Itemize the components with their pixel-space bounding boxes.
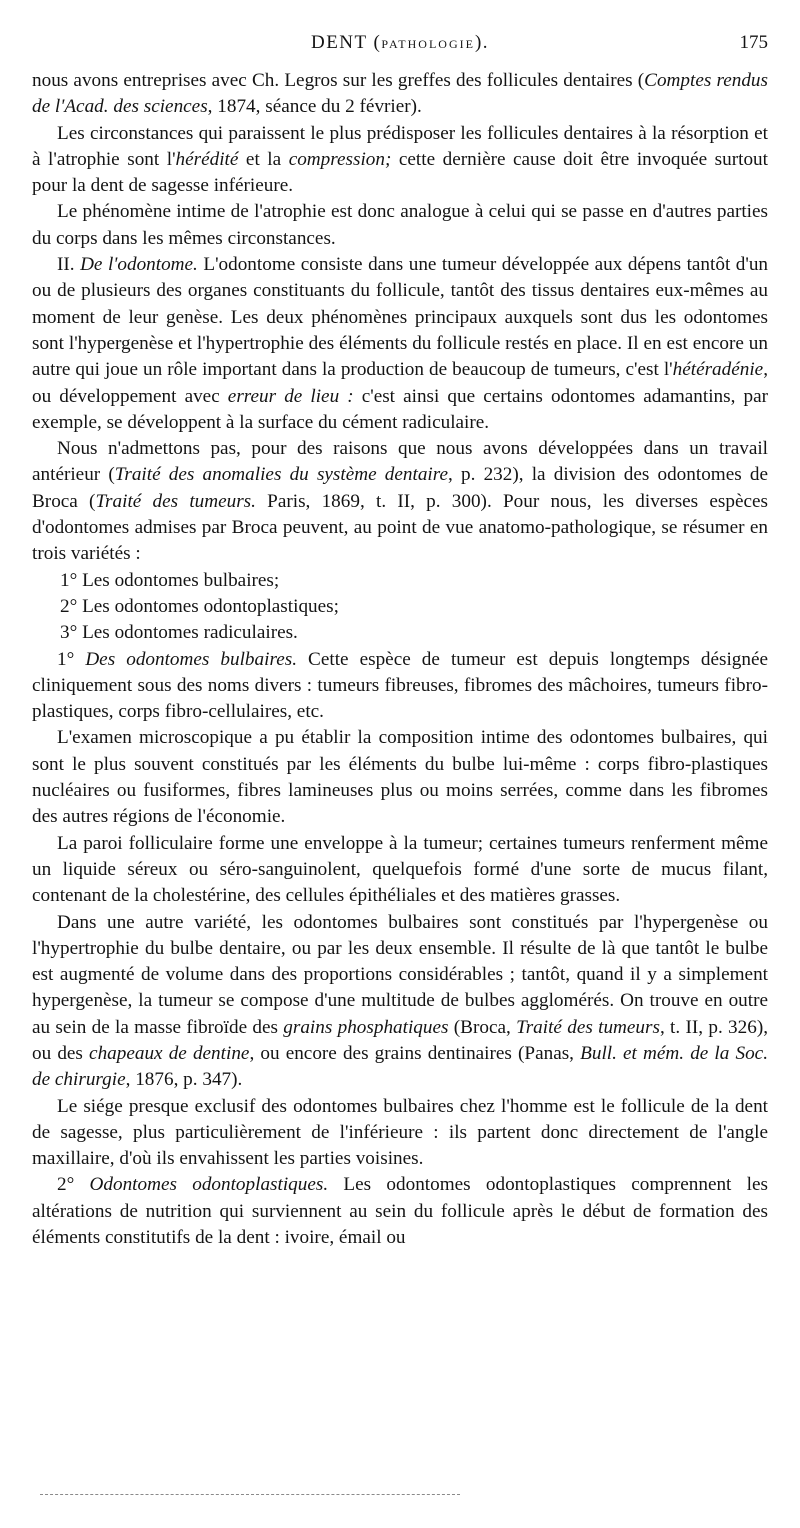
italic-run: compression; <box>288 148 392 170</box>
paragraph <box>32 121 768 200</box>
book-page <box>32 30 768 1251</box>
italic-run: Traité des tumeurs. <box>95 490 256 512</box>
text-run: et la <box>238 148 289 170</box>
body-text <box>32 68 768 1251</box>
text-run: , 1874, séance du 2 février). <box>207 96 422 118</box>
text-run: Paris, 1869, t. II, p. 300). Pour nous, les diverses espèces d'odontomes admises par Broca peuvent, au point de vue anatomo-pathologique, se résumer en trois variétés : <box>32 490 768 565</box>
paragraph <box>32 252 768 436</box>
text-run: II. <box>57 254 81 276</box>
page-number: 175 <box>739 32 768 53</box>
text-run: Le siége presque exclusif des odontomes bulbaires chez l'homme est le follicule de la dent de sagesse, plus particulièrement de l'inférieure : ils partent donc directement de l'angle maxillaire, d'où ils envahissent les parties voisines. <box>32 1095 768 1170</box>
text-run: Cette espèce de tumeur est depuis longtemps désignée cliniquement sous des noms divers : tumeurs fibreuses, fibromes des mâchoires, tumeurs fibro-plastiques, corps fibro-cellulaires, etc. <box>32 648 768 723</box>
paragraph <box>32 725 768 830</box>
text-run: cette dernière cause doit être invoquée surtout pour la dent de sagesse inférieure. <box>32 148 768 197</box>
text-run: (Broca, <box>448 1016 517 1038</box>
text-run: 2° <box>57 1174 90 1196</box>
text-run: , p. 232), la division des odontomes de Broca ( <box>32 464 768 512</box>
list-item: 2° Les odontomes odontoplastiques; <box>60 595 339 617</box>
text-run: nous avons entreprises avec Ch. Legros sur les greffes des follicules dentaires ( <box>32 70 645 91</box>
italic-run: Comptes rendus de l'Acad. des sciences <box>32 70 768 118</box>
paragraph <box>32 199 768 252</box>
text-run: Nous n'admettons pas, pour des raisons que nous avons développées dans un travail antérieur ( <box>32 438 768 486</box>
text-run: Dans une autre variété, les odontomes bulbaires sont constitués par l'hypergenèse ou l'hypertrophie du bulbe dentaire, ou par les deux ensemble. Il résulte de là que tantôt le bulbe est augmenté de volume dans des proportions considérables ; tantôt, quand il y a simplement hypergenèse, la tumeur se compose d'une multitude de bulbes agglomérés. On trouve en outre au sein de la masse fibroïde des <box>32 911 768 1038</box>
italic-run: Traité des anomalies du système dentaire <box>114 464 449 486</box>
running-header <box>32 30 768 60</box>
italic-run: hérédité <box>175 148 239 170</box>
paragraph <box>32 1094 768 1173</box>
text-run: Les odontomes odontoplastiques comprennent les altérations de nutrition qui surviennent au sein du follicule après le début de formation des éléments constitutifs de la dent : ivoire, émail ou <box>32 1174 768 1249</box>
paragraph <box>32 831 768 910</box>
italic-run: hétéradénie <box>672 359 764 381</box>
bottom-rule <box>40 1494 460 1495</box>
running-title: DENT (PATHOLOGIE). <box>310 32 490 53</box>
text-run: , ou encore des grains dentinaires (Panas, <box>249 1042 581 1064</box>
text-run: Le phénomène intime de l'atrophie est donc analogue à celui qui se passe en d'autres parties du corps dans les mêmes circonstances. <box>32 201 768 249</box>
text-run: c'est ainsi que certains odontomes adamantins, par exemple, se développent à la surface du cément radiculaire. <box>32 385 769 433</box>
paragraph <box>32 1172 768 1251</box>
italic-run: grains phosphatiques <box>283 1016 449 1038</box>
list-item: 1° Les odontomes bulbaires; <box>60 569 280 591</box>
list-item: 3° Les odontomes radiculaires. <box>60 622 298 644</box>
text-run: L'examen microscopique a pu établir la composition intime des odontomes bulbaires, qui sont le plus souvent constitués par les éléments du bulbe lui-même : corps fibro-plastiques nucléaires ou fusiformes, fibres lamineuses plus ou moins serrées, comme dans les fibromes des autres régions de l'économie. <box>32 727 768 828</box>
italic-run: chapeaux de dentine <box>89 1042 250 1064</box>
italic-run: Des odontomes bulbaires. <box>85 648 297 670</box>
italic-run: Odontomes odontoplastiques. <box>89 1174 329 1196</box>
paragraph <box>32 647 768 726</box>
italic-run: De l'odontome. <box>80 254 198 276</box>
text-run: , t. II, p. 326), ou des <box>32 1016 768 1064</box>
text-run: L'odontome consiste dans une tumeur développée aux dépens tantôt d'un ou de plusieurs des organes constituants du follicule, tantôt des tissus dentaires eux-mêmes au moment de leur genèse. Les deux phénomènes principaux auxquels sont dus les odontomes sont l'hypergenèse et l'hypertrophie des éléments du follicule restés en place. Il en est encore un autre qui joue un rôle important dans la production de beaucoup de tumeurs, c'est l' <box>32 254 769 381</box>
text-run: Les circonstances qui paraissent le plus prédisposer les follicules dentaires à la résorption et à l'atrophie sont l' <box>32 122 768 170</box>
text-run: 1° <box>57 648 86 670</box>
italic-run: Bull. et mém. de la Soc. de chirurgie <box>32 1042 769 1091</box>
paragraph <box>32 436 768 567</box>
text-run: La paroi folliculaire forme une enveloppe à la tumeur; certaines tumeurs renferment même un liquide séreux ou séro-sanguinolent, quelquefois formé d'une sorte de mucus filant, contenant de la cholestérine, des cellules épithéliales et des matières grasses. <box>32 832 768 907</box>
paragraph <box>32 68 768 121</box>
italic-run: Traité des tumeurs <box>516 1016 660 1038</box>
text-run: , ou développement avec <box>32 359 768 407</box>
text-run: , 1876, p. 347). <box>125 1069 243 1091</box>
paragraph <box>32 910 768 1094</box>
italic-run: erreur de lieu : <box>227 385 354 407</box>
